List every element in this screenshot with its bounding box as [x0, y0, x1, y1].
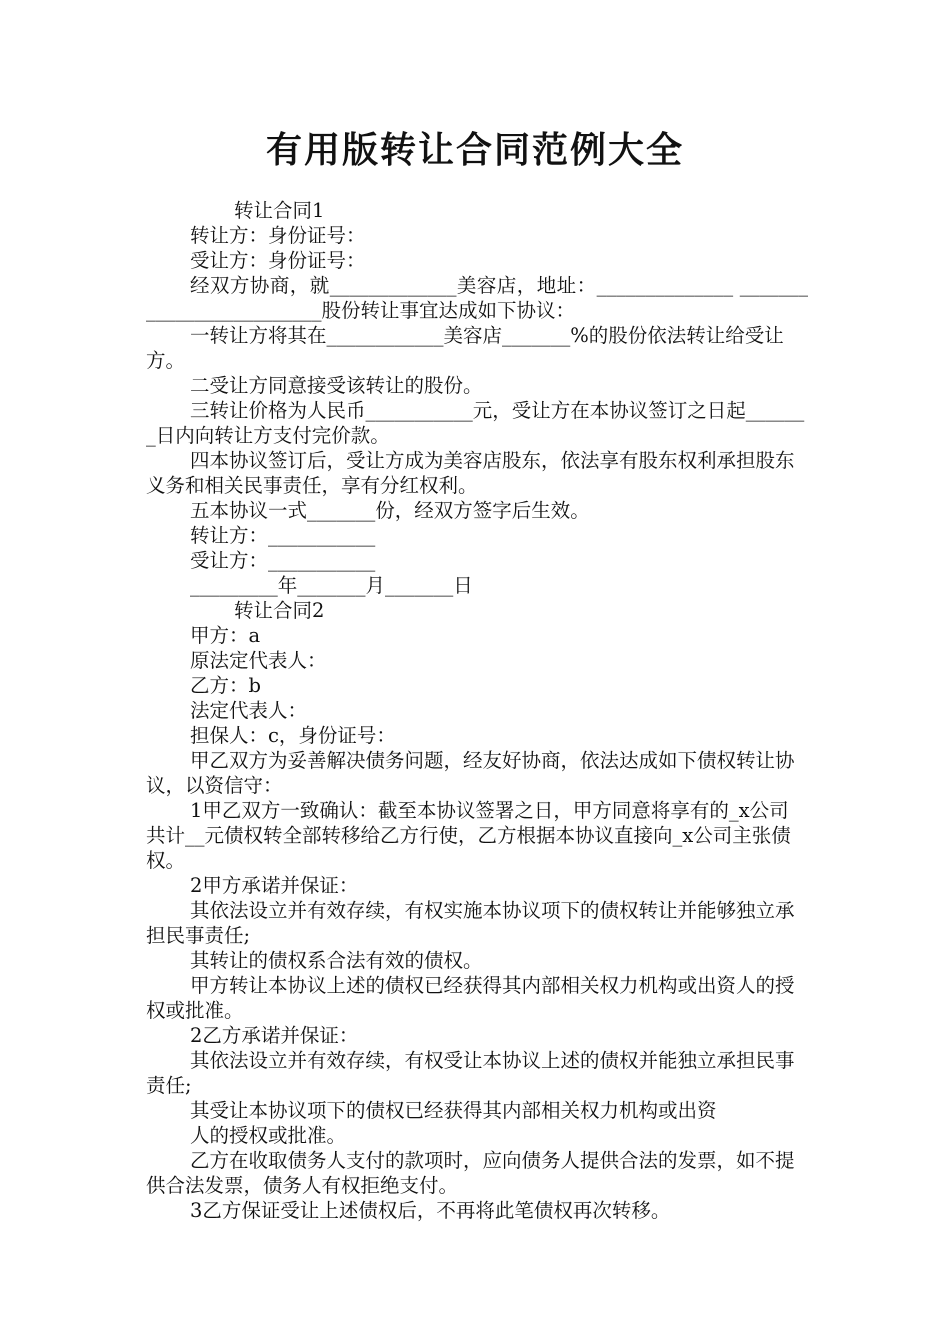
- section-heading-contract-2: 转让合同2: [234, 599, 325, 622]
- section-heading-contract-1: 转让合同1: [234, 199, 325, 222]
- guarantor-line: 担保人：c，身份证号：: [190, 724, 396, 747]
- party-a-commitment-heading: 2甲方承诺并保证：: [190, 874, 359, 897]
- party-a-commitment-2: 其转让的债权系合法有效的债权。: [190, 949, 483, 972]
- party-a-commitment-3: 甲方转让本协议上述的债权已经获得其内部相关权力机构或出资人的授权或批准。: [146, 974, 795, 1022]
- party-a-line: 甲方：a: [190, 624, 261, 647]
- party-b-representative-line: 法定代表人：: [190, 699, 308, 722]
- party-a-commitment-1: 其依法设立并有效存续，有权实施本协议项下的债权转让并能够独立承担民事责任;: [146, 899, 795, 947]
- document-title: 有用版转让合同范例大全: [265, 130, 684, 171]
- party-b-commitment-3: 乙方在收取债务人支付的款项时，应向债务人提供合法的发票，如不提供合法发票，债务人有权拒绝支付。: [146, 1149, 795, 1197]
- contract-2-clause-1: 1甲乙双方一致确认：截至本协议签署之日，甲方同意将享有的_x公司共计__元债权转全部转移给乙方行使，乙方根据本协议直接向_x公司主张债权。: [146, 799, 791, 872]
- party-b-commitment-2-continued: 人的授权或批准。: [190, 1124, 347, 1147]
- transferor-line: 转让方：身份证号：: [190, 224, 366, 247]
- party-b-commitment-2: 其受让本协议项下的债权已经获得其内部相关权力机构或出资: [190, 1099, 717, 1122]
- party-a-representative-line: 原法定代表人：: [190, 649, 327, 672]
- contract-2-intro: 甲乙双方为妥善解决债务问题，经友好协商，依法达成如下债权转让协议，以资信守：: [146, 749, 795, 797]
- contract-2-clause-3: 3乙方保证受让上述债权后，不再将此笔债权再次转移。: [190, 1199, 671, 1222]
- date-line: _________年_______月_______日: [190, 574, 473, 597]
- clause-4: 四本协议签订后，受让方成为美容店股东，依法享有股东权利承担股东义务和相关民事责任，享有分红权利。: [146, 449, 795, 497]
- party-b-commitment-heading: 2乙方承诺并保证：: [190, 1024, 359, 1047]
- document-body: [146, 198, 808, 1223]
- clause-3: 三转让价格为人民币___________元，受让方在本协议签订之日起_______日内向转让方支付完价款。: [146, 399, 805, 447]
- clause-1: 一转让方将其在____________美容店_______%的股份依法转让给受让方。: [146, 324, 784, 372]
- clause-2: 二受让方同意接受该转让的股份。: [190, 374, 483, 397]
- transferor-signature-line: 转让方：___________: [190, 524, 376, 547]
- party-b-commitment-1: 其依法设立并有效存续，有权受让本协议上述的债权并能独立承担民事责任;: [146, 1049, 795, 1097]
- party-b-line: 乙方：b: [190, 674, 261, 697]
- clause-5: 五本协议一式_______份，经双方签字后生效。: [190, 499, 590, 522]
- agreement-intro: 经双方协商，就_____________美容店，地址：______________ _________________________股份转让事宜达成如下协议：: [146, 274, 808, 322]
- transferee-line: 受让方：身份证号：: [190, 249, 366, 272]
- transferee-signature-line: 受让方：___________: [190, 549, 376, 572]
